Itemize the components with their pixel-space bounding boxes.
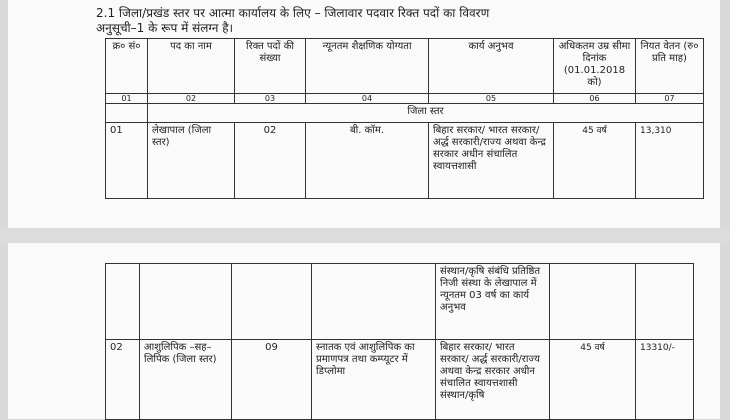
- header-cell: नियत वेतन (रु० प्रति माह): [636, 39, 704, 94]
- cell-vacancies: 02: [235, 123, 306, 199]
- vacancy-table-continued: [105, 263, 694, 420]
- table-header-row: [106, 39, 704, 94]
- column-number-row: [106, 94, 704, 104]
- cell-salary: 13,310: [636, 123, 704, 199]
- cell-salary: 13310/-: [636, 340, 694, 420]
- page-1: [8, 0, 720, 228]
- header-cell: रिक्त पदों की संख्या: [235, 39, 306, 94]
- intro-line-2: अनुसूची–1 के रूप में संलग्न है।: [96, 21, 234, 35]
- page-2: [8, 243, 720, 419]
- cell-experience: बिहार सरकार/ भारत सरकार/ अर्द्ध सरकारी/राज्य अथवा केन्द्र सरकार अधीन संचालित स्वायत्तशासी संस्थान/कृषि: [436, 340, 550, 420]
- cell-vacancies: 09: [232, 340, 312, 420]
- table-row: [106, 340, 694, 420]
- cell-post: आशुलिपिक –सह– लिपिक (जिला स्तर): [140, 340, 232, 420]
- cell-sn: 02: [106, 340, 140, 420]
- cell-qualification: स्नातक एवं आशुलिपिक का प्रमाणपत्र तथा कम्प्यूटर में डिप्लोमा: [312, 340, 436, 420]
- level-label: जिला स्तर: [148, 104, 704, 123]
- header-cell: अधिकतम उम्र सीमा दिनांक (01.01.2018 को): [554, 39, 636, 94]
- level-row: [106, 104, 704, 123]
- cell-experience: बिहार सरकार/ भारत सरकार/ अर्द्ध सरकारी/राज्य अथवा केन्द्र सरकार अधीन संचालित स्वायत्तशासी: [429, 123, 554, 199]
- col-number: 06: [554, 94, 636, 104]
- table-row: [106, 123, 704, 199]
- vacancy-table: [105, 38, 704, 199]
- cell-age: 45 वर्ष: [550, 340, 636, 420]
- table-row: [106, 264, 694, 340]
- header-cell: न्यूनतम शैक्षणिक योग्यता: [306, 39, 429, 94]
- header-cell: कार्य अनुभव: [429, 39, 554, 94]
- col-number: 07: [636, 94, 704, 104]
- intro-text: [96, 6, 696, 36]
- cell-qualification: बी. कॉम.: [306, 123, 429, 199]
- cell-post: लेखापाल (जिला स्तर): [148, 123, 235, 199]
- col-number: 03: [235, 94, 306, 104]
- cell-sn: 01: [106, 123, 148, 199]
- page-gap: [0, 228, 730, 243]
- cell-experience-continued: संस्थान/कृषि संबंधि प्रतिष्ठित निजी संस्था के लेखापाल में न्यूनतम 03 वर्ष का कार्य अनुभव: [436, 264, 550, 340]
- col-number: 02: [148, 94, 235, 104]
- intro-line-1: 2.1 जिला/प्रखंड स्तर पर आत्मा कार्यालय के लिए – जिलावार पदवार रिक्त पदों का विवरण: [96, 6, 490, 20]
- col-number: 01: [106, 94, 148, 104]
- cell-age: 45 वर्ष: [554, 123, 636, 199]
- header-cell: पद का नाम: [148, 39, 235, 94]
- header-cell: क्र० सं०: [106, 39, 148, 94]
- col-number: 04: [306, 94, 429, 104]
- col-number: 05: [429, 94, 554, 104]
